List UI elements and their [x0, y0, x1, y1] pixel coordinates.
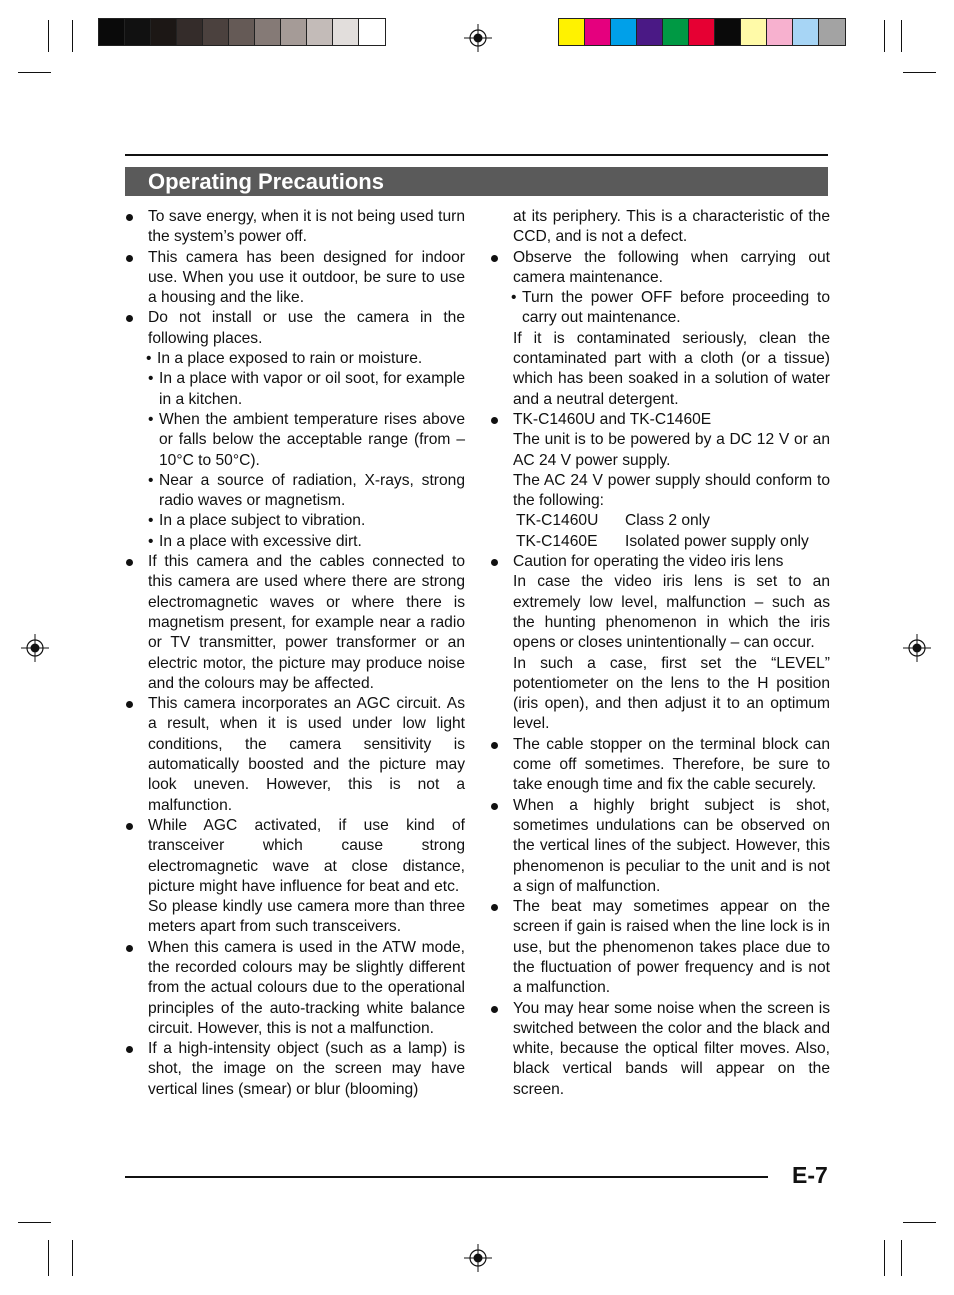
bullet-item: While AGC activated, if use kind of transceiver which cause strong electromagnetic wave at close distance, picture might have influence for beat and etc. [125, 816, 465, 897]
color-swatch [281, 19, 307, 45]
color-swatch [255, 19, 281, 45]
bullet-item: This camera incorporates an AGC circuit. As a result, when it is used under low light conditions, the camera sensitivity is automatically boosted and the picture may look uneven. However, this is not a malfunction. [125, 694, 465, 816]
paragraph: The unit is to be powered by a DC 12 V or an AC 24 V power supply. [513, 431, 830, 469]
color-swatch [767, 19, 793, 45]
sub-item: • Turn the power OFF before proceeding to carry out maintenance. [490, 288, 830, 329]
color-swatch [611, 19, 637, 45]
page-title: Operating Precautions [148, 169, 384, 194]
bullet-item: Observe the following when carrying out camera maintenance. [490, 248, 830, 289]
bullet-item: This camera has been designed for indoor use. When you use it outdoor, be sure to use a housing and the like. [125, 248, 465, 309]
sub-item: • Near a source of radiation, X-rays, strong radio waves or magnetism. [125, 471, 465, 512]
color-swatch [229, 19, 255, 45]
bullet-item: If this camera and the cables connected to this camera are used where there are strong electromagnetic waves or where there is magnetism present, for example near a radio or TV transmitter, power transformer or an electric motor, the picture may produce noise and the colours may be affected. [125, 552, 465, 694]
paragraph: The AC 24 V power supply should conform to the following: [513, 471, 830, 510]
registration-mark-icon [464, 1244, 492, 1272]
color-swatch [203, 19, 229, 45]
model-name: TK-C1460U [516, 512, 599, 530]
bullet-item: To save energy, when it is not being used turn the system’s power off. [125, 207, 465, 248]
color-swatch [559, 19, 585, 45]
bullet-item: Caution for operating the video iris lens [490, 552, 830, 572]
footer-rule [125, 1176, 768, 1178]
color-swatch [151, 19, 177, 45]
left-column [125, 207, 465, 1100]
color-swatch-strip [558, 18, 846, 46]
color-swatch [663, 19, 689, 45]
sub-item: • In a place with vapor or oil soot, for example in a kitchen. [125, 369, 465, 410]
power-spec: Isolated power supply only [625, 532, 809, 550]
bullet-item: When a highly bright subject is shot, sometimes undulations can be observed on the vertical lines of the subject. However, this phenomenon is peculiar to the unit and is not a sign of malfunction. [490, 796, 830, 897]
color-swatch [585, 19, 611, 45]
color-swatch [819, 19, 845, 45]
color-swatch [307, 19, 333, 45]
color-swatch [125, 19, 151, 45]
color-swatch [359, 19, 385, 45]
bullet-item: The beat may sometimes appear on the screen if gain is raised when the line lock is in use, but the phenomenon takes place due to the fluctuation of power frequency and is not a malfunction. [490, 897, 830, 998]
power-spec-row [490, 532, 830, 552]
sub-item: • When the ambient temperature rises above or falls below the acceptable range (from –10°C to 50°C). [125, 410, 465, 471]
color-swatch [793, 19, 819, 45]
power-spec-row [490, 511, 830, 531]
paragraph: If it is contaminated seriously, clean the contaminated part with a cloth (or a tissue) which has been soaked in a solution of water and a neutral detergent. [513, 329, 830, 408]
bullet-item: You may hear some noise when the screen is switched between the color and the black and white, because the optical filter moves. Also, black vertical bands will appear on the screen. [490, 999, 830, 1100]
model-name: TK-C1460E [516, 532, 598, 550]
color-swatch [637, 19, 663, 45]
color-swatch [333, 19, 359, 45]
paragraph: In such a case, first set the “LEVEL” potentiometer on the lens to the H position (iris open), and then adjust it to an optimum level. [513, 654, 830, 733]
bullet-item: If a high-intensity object (such as a lamp) is shot, the image on the screen may have vertical lines (smear) or blur (blooming) [125, 1039, 465, 1100]
sub-item: • In a place subject to vibration. [125, 511, 465, 531]
registration-mark-icon [464, 24, 492, 52]
registration-mark-icon [21, 634, 49, 662]
color-swatch [689, 19, 715, 45]
bullet-item: The cable stopper on the terminal block can come off sometimes. Therefore, be sure to take enough time and fix the cable securely. [490, 735, 830, 796]
bullet-item: TK-C1460U and TK-C1460E [490, 410, 830, 430]
paragraph: So please kindly use camera more than three meters apart from such transceivers. [148, 898, 465, 936]
registration-mark-icon [903, 634, 931, 662]
bullet-item: Do not install or use the camera in the following places. [125, 308, 465, 349]
color-swatch [177, 19, 203, 45]
right-column [490, 207, 830, 1100]
color-swatch [99, 19, 125, 45]
power-spec: Class 2 only [625, 512, 710, 530]
page-number: E-7 [792, 1162, 828, 1188]
bullet-item: When this camera is used in the ATW mode, the recorded colours may be slightly different from the actual colours due to the operational principles of the auto-tracking white balance circuit. However, this is not a malfunction. [125, 938, 465, 1039]
paragraph: In case the video iris lens is set to an extremely low level, malfunction – such as the hunting phenomenon in which the iris opens or closes unintentionally – can occur. [513, 573, 830, 652]
color-swatch [715, 19, 741, 45]
section-title-bar [125, 167, 828, 196]
color-swatch [741, 19, 767, 45]
sub-item: • In a place with excessive dirt. [125, 532, 465, 552]
paragraph: at its periphery. This is a characteristic of the CCD, and is not a defect. [513, 208, 830, 246]
grayscale-swatch-strip [98, 18, 386, 46]
header-rule [125, 154, 828, 156]
sub-item: • In a place exposed to rain or moisture. [125, 349, 465, 369]
